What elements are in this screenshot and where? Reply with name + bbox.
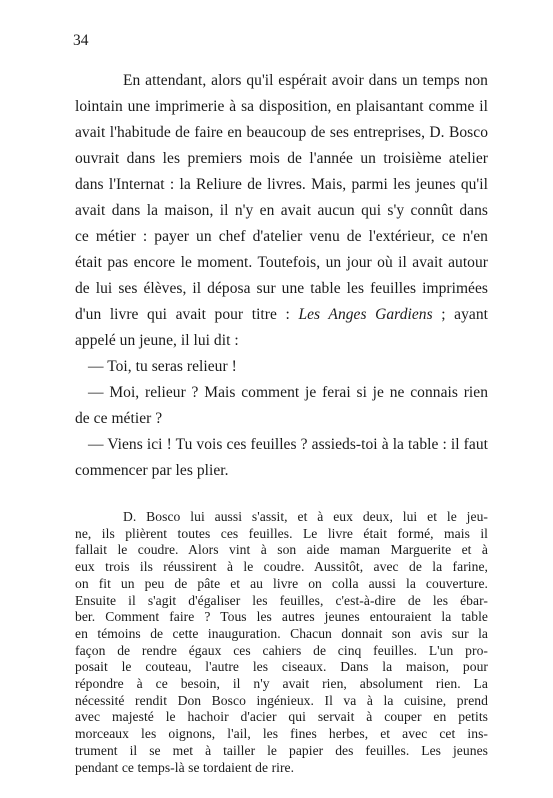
text-line: morceaux les oignons, l'ail, les fines herbes, et avec cet ins-: [75, 726, 488, 742]
text-line: posait le couteau, l'autre les ciseaux. Dans la maison, pour: [75, 659, 488, 675]
text-line: ce métier : payer un chef d'atelier venu de l'extérieur, ce n'en: [75, 228, 488, 245]
text-line: trument il se met à tailler le papier des feuilles. Les jeunes: [75, 742, 488, 758]
book-title: Les Anges Gardiens: [298, 306, 433, 323]
text-line: avait l'habitude de faire en beaucoup de ses entreprises, D. Bosco: [75, 124, 488, 141]
text-line: ber. Comment faire ? Tous les autres jeunes entouraient la table: [75, 609, 488, 625]
text-line: En attendant, alors qu'il espérait avoir dans un temps non: [123, 72, 488, 89]
text-line: appelé un jeune, il lui dit :: [75, 332, 239, 349]
text-line: façon de rendre égaux ces cahiers de cinq feuilles. L'un pro-: [75, 642, 488, 658]
text-line: dans l'Internat : la Reliure de livres. Mais, parmi les jeunes qu'il: [75, 176, 488, 193]
page-number: 34: [73, 32, 89, 49]
text-line: ouvrait dans les premiers mois de l'année un troisième atelier: [75, 150, 488, 167]
text-line: on fit un peu de pâte et au livre on colla aussi la couverture.: [75, 575, 488, 591]
text-line: en témoins de cette inauguration. Chacun donnait son avis sur la: [75, 625, 488, 641]
dialogue-line: commencer par les plier.: [75, 462, 229, 479]
text-fragment: ; ayant: [432, 306, 488, 323]
text-line: avec majesté le hachoir d'acier qui servait à couper en petits: [75, 709, 488, 725]
text-line: nécessité rendit Don Bosco ingénieux. Il va à la cuisine, prend: [75, 692, 488, 708]
text-fragment: d'un livre qui avait pour titre :: [75, 306, 299, 323]
text-line: pendant ce temps-là se tordaient de rire.: [75, 759, 295, 775]
dialogue-line: — Moi, relieur ? Mais comment je ferai si je ne connais rien: [88, 384, 488, 401]
text-line: fallait le coudre. Alors vint à son aide maman Marguerite et à: [75, 542, 488, 558]
text-line: eux trois ils réussirent à le coudre. Aussitôt, avec de la farine,: [75, 559, 488, 575]
text-line: lointain une imprimerie à sa disposition, en plaisantant comme il: [75, 98, 488, 115]
text-line: répondre à ce besoin, il n'y avait rien, absolument rien. La: [75, 676, 488, 691]
text-line: ne, ils plièrent toutes ces feuilles. Le livre était formé, mais il: [75, 525, 488, 541]
text-line: D. Bosco lui aussi s'assit, et à eux deux, lui et le jeu-: [123, 509, 488, 524]
text-line-with-title: [75, 302, 488, 328]
text-line: avait dans la maison, il n'y en avait aucun qui s'y connût dans: [75, 202, 488, 219]
text-line: de lui ses élèves, il déposa sur une table les feuilles imprimées: [75, 280, 488, 297]
dialogue-line: de ce métier ?: [75, 410, 163, 427]
dialogue-line: — Toi, tu seras relieur !: [88, 358, 237, 375]
text-line: était pas encore le moment. Toutefois, un jour où il avait autour: [75, 254, 488, 271]
dialogue-line: — Viens ici ! Tu vois ces feuilles ? assieds-toi à la table : il faut: [88, 436, 488, 453]
text-line: Ensuite il s'agit d'égaliser les feuilles, c'est-à-dire de les ébar-: [75, 592, 488, 608]
